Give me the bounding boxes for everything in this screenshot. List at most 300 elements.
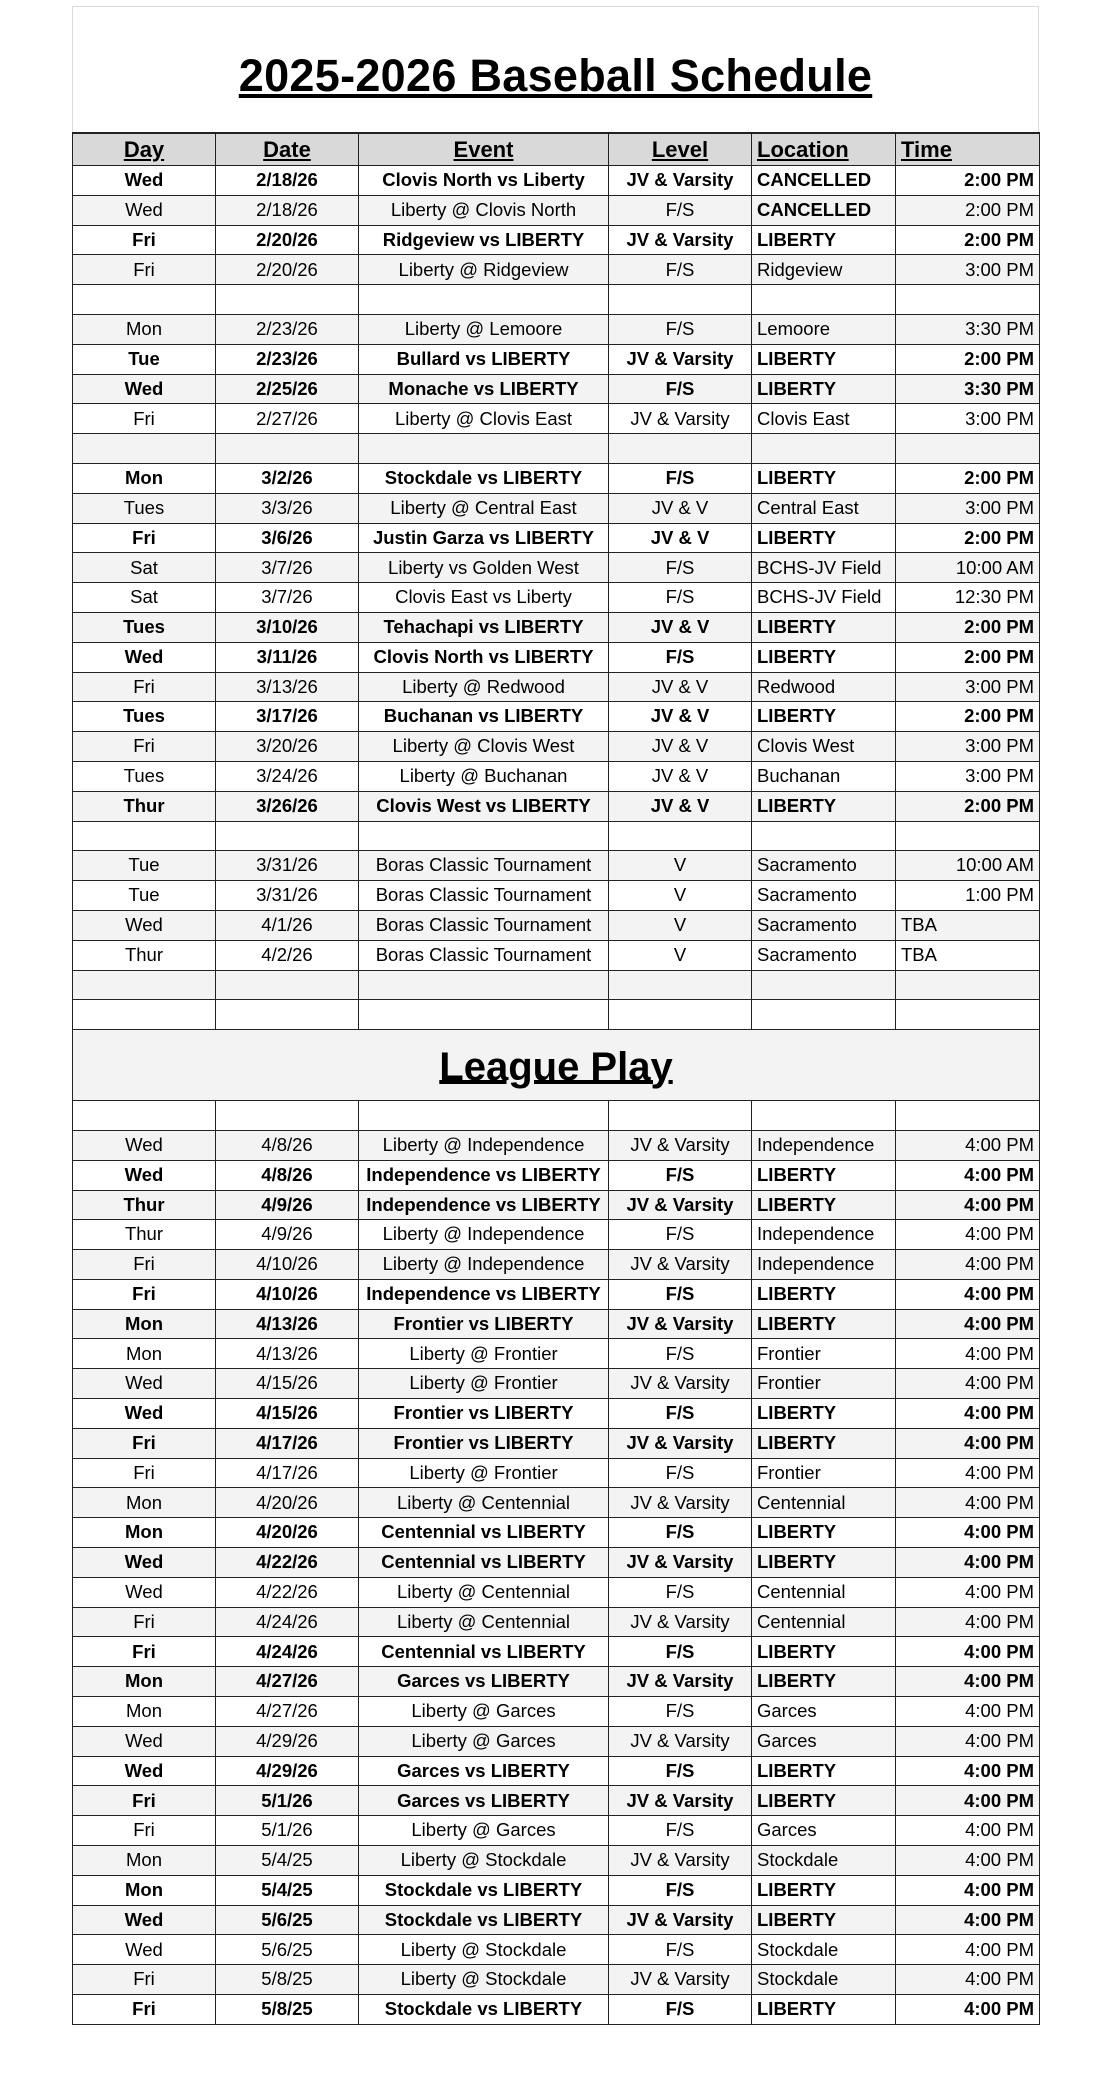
header-event: Event [359,133,609,166]
cell-date: 5/1/26 [216,1786,359,1816]
cell-level: F/S [609,1875,752,1905]
cell-day: Fri [73,404,216,434]
schedule-table [72,132,1040,2025]
cell-location: Independence [752,1250,896,1280]
cell-location: Garces [752,1726,896,1756]
cell-level: F/S [609,1756,752,1786]
table-row [73,1309,1040,1339]
cell-level: JV & Varsity [609,1428,752,1458]
cell-date: 3/7/26 [216,583,359,613]
table-row [73,1697,1040,1727]
cell-event: Clovis West vs LIBERTY [359,791,609,821]
cell-event: Clovis North vs Liberty [359,166,609,196]
schedule-sheet [72,6,1039,2025]
cell-day: Wed [73,1935,216,1965]
cell-time: 4:00 PM [896,1607,1040,1637]
table-row [73,1726,1040,1756]
cell-date: 4/15/26 [216,1399,359,1429]
cell-event: Frontier vs LIBERTY [359,1399,609,1429]
cell-date: 4/20/26 [216,1488,359,1518]
cell-event: Justin Garza vs LIBERTY [359,523,609,553]
cell-event: Liberty @ Stockdale [359,1965,609,1995]
cell-location: LIBERTY [752,642,896,672]
cell-day: Wed [73,374,216,404]
table-row [73,1607,1040,1637]
cell-day: Fri [73,1458,216,1488]
cell-location: LIBERTY [752,1905,896,1935]
cell-location [752,821,896,851]
cell-event: Boras Classic Tournament [359,881,609,911]
cell-day: Fri [73,523,216,553]
cell-event: Tehachapi vs LIBERTY [359,612,609,642]
cell-date: 4/17/26 [216,1458,359,1488]
cell-day: Mon [73,1488,216,1518]
cell-day: Tue [73,344,216,374]
cell-event [359,1000,609,1030]
table-row [73,672,1040,702]
cell-day: Sat [73,583,216,613]
cell-date: 2/20/26 [216,255,359,285]
cell-time: 3:00 PM [896,672,1040,702]
cell-event: Liberty @ Independence [359,1220,609,1250]
cell-event: Liberty @ Clovis North [359,195,609,225]
cell-time: 2:00 PM [896,225,1040,255]
cell-location [752,1000,896,1030]
cell-date: 4/10/26 [216,1279,359,1309]
cell-date: 4/9/26 [216,1190,359,1220]
cell-event [359,285,609,315]
cell-date: 4/27/26 [216,1667,359,1697]
cell-level: F/S [609,1637,752,1667]
table-row [73,940,1040,970]
cell-event: Centennial vs LIBERTY [359,1548,609,1578]
cell-day: Wed [73,1905,216,1935]
cell-day: Fri [73,1279,216,1309]
cell-time: 2:00 PM [896,344,1040,374]
cell-day: Fri [73,672,216,702]
cell-time: 4:00 PM [896,1816,1040,1846]
cell-date: 4/1/26 [216,910,359,940]
cell-event: Stockdale vs LIBERTY [359,1875,609,1905]
cell-day: Fri [73,225,216,255]
cell-date [216,1000,359,1030]
cell-event [359,1101,609,1131]
cell-location: BCHS-JV Field [752,553,896,583]
cell-event: Liberty @ Buchanan [359,761,609,791]
header-location: Location [752,133,896,166]
table-row [73,314,1040,344]
cell-time: 2:00 PM [896,463,1040,493]
table-row [73,1279,1040,1309]
cell-event: Liberty @ Centennial [359,1577,609,1607]
cell-event: Boras Classic Tournament [359,851,609,881]
table-row [73,1458,1040,1488]
cell-day: Wed [73,166,216,196]
cell-location: CANCELLED [752,166,896,196]
cell-level: F/S [609,463,752,493]
cell-level: JV & Varsity [609,1965,752,1995]
table-row [73,1577,1040,1607]
cell-time: 4:00 PM [896,1279,1040,1309]
cell-time: 4:00 PM [896,1190,1040,1220]
cell-time: 4:00 PM [896,1488,1040,1518]
cell-date [216,1101,359,1131]
cell-time: 3:30 PM [896,314,1040,344]
cell-location: LIBERTY [752,344,896,374]
cell-location: LIBERTY [752,1875,896,1905]
cell-event: Liberty @ Centennial [359,1488,609,1518]
cell-date: 3/31/26 [216,851,359,881]
cell-event: Ridgeview vs LIBERTY [359,225,609,255]
cell-event: Liberty @ Frontier [359,1369,609,1399]
cell-event: Liberty @ Lemoore [359,314,609,344]
table-row [73,225,1040,255]
cell-location: LIBERTY [752,1548,896,1578]
cell-day: Tues [73,702,216,732]
table-row [73,612,1040,642]
cell-time: 4:00 PM [896,1846,1040,1876]
cell-location: Clovis East [752,404,896,434]
cell-location: Ridgeview [752,255,896,285]
cell-level [609,285,752,315]
cell-level: F/S [609,1458,752,1488]
cell-event: Garces vs LIBERTY [359,1786,609,1816]
cell-event [359,821,609,851]
cell-date: 5/6/25 [216,1935,359,1965]
cell-time: 2:00 PM [896,702,1040,732]
cell-time: 4:00 PM [896,1905,1040,1935]
cell-location: LIBERTY [752,1995,896,2025]
cell-level: V [609,851,752,881]
cell-location: CANCELLED [752,195,896,225]
cell-day [73,1000,216,1030]
cell-location: LIBERTY [752,374,896,404]
table-row [73,702,1040,732]
cell-event: Stockdale vs LIBERTY [359,463,609,493]
cell-location: LIBERTY [752,791,896,821]
cell-day: Fri [73,1250,216,1280]
cell-level: JV & Varsity [609,1905,752,1935]
cell-time: TBA [896,940,1040,970]
table-row [73,404,1040,434]
cell-location: Central East [752,493,896,523]
table-row [73,1369,1040,1399]
cell-location: LIBERTY [752,1309,896,1339]
cell-date: 3/3/26 [216,493,359,523]
cell-time: 4:00 PM [896,1309,1040,1339]
cell-location: LIBERTY [752,1756,896,1786]
cell-time: 2:00 PM [896,791,1040,821]
cell-time: 4:00 PM [896,1756,1040,1786]
table-row [73,821,1040,851]
cell-level: F/S [609,1339,752,1369]
cell-date: 5/4/25 [216,1846,359,1876]
cell-level: JV & Varsity [609,1369,752,1399]
cell-time [896,1000,1040,1030]
cell-day: Mon [73,1697,216,1727]
cell-day [73,434,216,464]
table-row [73,1101,1040,1131]
cell-location: LIBERTY [752,1518,896,1548]
cell-day: Wed [73,1726,216,1756]
cell-location: Buchanan [752,761,896,791]
cell-time: 4:00 PM [896,1786,1040,1816]
cell-time: 4:00 PM [896,1369,1040,1399]
cell-level: F/S [609,642,752,672]
cell-event [359,434,609,464]
table-row [73,1250,1040,1280]
cell-time: 4:00 PM [896,1399,1040,1429]
cell-time: 4:00 PM [896,1458,1040,1488]
cell-level: F/S [609,255,752,285]
cell-day: Mon [73,1518,216,1548]
cell-location: LIBERTY [752,1667,896,1697]
cell-day: Wed [73,642,216,672]
cell-location: LIBERTY [752,1786,896,1816]
table-row [73,1965,1040,1995]
cell-level: F/S [609,1935,752,1965]
league-schedule [73,1101,1040,2025]
table-row [73,1518,1040,1548]
cell-date: 4/2/26 [216,940,359,970]
cell-day: Fri [73,732,216,762]
cell-level: JV & Varsity [609,1190,752,1220]
cell-time: 3:30 PM [896,374,1040,404]
cell-time: 4:00 PM [896,1577,1040,1607]
cell-location: Sacramento [752,940,896,970]
cell-level: JV & Varsity [609,1130,752,1160]
cell-event: Centennial vs LIBERTY [359,1637,609,1667]
cell-location [752,285,896,315]
cell-date: 4/24/26 [216,1607,359,1637]
cell-time: TBA [896,910,1040,940]
cell-day: Tue [73,851,216,881]
cell-date: 3/31/26 [216,881,359,911]
cell-time: 4:00 PM [896,1667,1040,1697]
cell-date: 4/13/26 [216,1339,359,1369]
table-row [73,970,1040,1000]
table-row [73,285,1040,315]
cell-date: 3/10/26 [216,612,359,642]
cell-day: Mon [73,1875,216,1905]
table-row [73,166,1040,196]
cell-location: Frontier [752,1458,896,1488]
cell-level: F/S [609,1518,752,1548]
cell-date: 5/1/26 [216,1816,359,1846]
cell-time: 4:00 PM [896,1160,1040,1190]
cell-level: JV & Varsity [609,1488,752,1518]
cell-day: Fri [73,255,216,285]
cell-time [896,1101,1040,1131]
cell-level: JV & V [609,702,752,732]
cell-event: Liberty @ Garces [359,1816,609,1846]
cell-level: F/S [609,1279,752,1309]
cell-date: 4/9/26 [216,1220,359,1250]
cell-level [609,1000,752,1030]
cell-level [609,434,752,464]
cell-level: JV & V [609,523,752,553]
table-row [73,910,1040,940]
cell-location: BCHS-JV Field [752,583,896,613]
table-row [73,1995,1040,2025]
cell-date: 4/8/26 [216,1130,359,1160]
cell-location: Frontier [752,1369,896,1399]
cell-event: Buchanan vs LIBERTY [359,702,609,732]
cell-date: 4/17/26 [216,1428,359,1458]
table-row [73,761,1040,791]
cell-location: LIBERTY [752,612,896,642]
cell-day: Tues [73,493,216,523]
cell-event: Stockdale vs LIBERTY [359,1995,609,2025]
cell-date: 3/17/26 [216,702,359,732]
cell-day: Wed [73,1577,216,1607]
cell-date: 3/20/26 [216,732,359,762]
cell-day: Fri [73,1816,216,1846]
cell-time: 2:00 PM [896,612,1040,642]
cell-day: Thur [73,1190,216,1220]
cell-event: Garces vs LIBERTY [359,1756,609,1786]
cell-time: 4:00 PM [896,1518,1040,1548]
cell-time: 3:00 PM [896,255,1040,285]
table-row [73,1548,1040,1578]
table-row [73,1220,1040,1250]
cell-day [73,821,216,851]
cell-event: Monache vs LIBERTY [359,374,609,404]
cell-event: Liberty @ Ridgeview [359,255,609,285]
table-row [73,1428,1040,1458]
cell-day: Mon [73,463,216,493]
league-play-title: League Play [439,1045,673,1090]
cell-location: Independence [752,1130,896,1160]
cell-level [609,1101,752,1131]
cell-event: Liberty @ Frontier [359,1458,609,1488]
cell-location: Garces [752,1816,896,1846]
cell-event: Liberty @ Garces [359,1726,609,1756]
cell-level: JV & Varsity [609,225,752,255]
cell-time: 10:00 AM [896,851,1040,881]
cell-time: 3:00 PM [896,404,1040,434]
cell-location: LIBERTY [752,225,896,255]
cell-event: Frontier vs LIBERTY [359,1309,609,1339]
cell-location: LIBERTY [752,1399,896,1429]
cell-location [752,434,896,464]
cell-time: 3:00 PM [896,732,1040,762]
cell-location: Redwood [752,672,896,702]
cell-day: Wed [73,1399,216,1429]
cell-event: Centennial vs LIBERTY [359,1518,609,1548]
cell-time: 10:00 AM [896,553,1040,583]
cell-time: 4:00 PM [896,1548,1040,1578]
cell-day: Mon [73,1339,216,1369]
header-level: Level [609,133,752,166]
table-header [73,133,1040,166]
header-time: Time [896,133,1040,166]
cell-date: 4/29/26 [216,1756,359,1786]
cell-location: LIBERTY [752,1279,896,1309]
table-row [73,1000,1040,1030]
cell-date: 2/18/26 [216,166,359,196]
cell-location: Clovis West [752,732,896,762]
cell-time: 2:00 PM [896,523,1040,553]
table-row [73,255,1040,285]
table-row [73,553,1040,583]
cell-date: 3/7/26 [216,553,359,583]
cell-date: 4/24/26 [216,1637,359,1667]
table-row [73,1905,1040,1935]
cell-event: Clovis North vs LIBERTY [359,642,609,672]
header-date: Date [216,133,359,166]
cell-level: F/S [609,1577,752,1607]
cell-location: LIBERTY [752,1190,896,1220]
cell-event: Boras Classic Tournament [359,940,609,970]
cell-level [609,970,752,1000]
cell-date: 3/24/26 [216,761,359,791]
cell-day: Wed [73,1160,216,1190]
title-box [72,6,1039,132]
cell-time: 4:00 PM [896,1220,1040,1250]
cell-time: 4:00 PM [896,1130,1040,1160]
cell-date: 3/13/26 [216,672,359,702]
cell-event: Clovis East vs Liberty [359,583,609,613]
cell-level: F/S [609,1399,752,1429]
cell-level: F/S [609,314,752,344]
cell-location: LIBERTY [752,1637,896,1667]
table-row [73,1816,1040,1846]
cell-level: JV & Varsity [609,1607,752,1637]
cell-date: 4/8/26 [216,1160,359,1190]
cell-day: Sat [73,553,216,583]
cell-date: 4/27/26 [216,1697,359,1727]
cell-time: 3:00 PM [896,761,1040,791]
cell-time [896,970,1040,1000]
table-row [73,1339,1040,1369]
cell-time [896,285,1040,315]
cell-day: Wed [73,1756,216,1786]
cell-level: F/S [609,1220,752,1250]
cell-day: Wed [73,195,216,225]
table-row [73,523,1040,553]
table-row [73,463,1040,493]
cell-event: Liberty @ Garces [359,1697,609,1727]
cell-day: Mon [73,1309,216,1339]
league-play-heading [73,1030,1040,1101]
cell-date: 4/13/26 [216,1309,359,1339]
cell-location: LIBERTY [752,463,896,493]
cell-time: 3:00 PM [896,493,1040,523]
cell-event: Bullard vs LIBERTY [359,344,609,374]
cell-date: 5/4/25 [216,1875,359,1905]
table-row [73,1846,1040,1876]
cell-level: JV & Varsity [609,166,752,196]
cell-level: F/S [609,553,752,583]
cell-day [73,1101,216,1131]
cell-location: Lemoore [752,314,896,344]
cell-day: Tue [73,881,216,911]
cell-level: F/S [609,374,752,404]
cell-date: 5/8/25 [216,1995,359,2025]
cell-level: F/S [609,195,752,225]
cell-level: JV & Varsity [609,1726,752,1756]
cell-location: Garces [752,1697,896,1727]
cell-level: JV & Varsity [609,344,752,374]
cell-location: Sacramento [752,910,896,940]
cell-location: Centennial [752,1577,896,1607]
cell-time: 4:00 PM [896,1637,1040,1667]
cell-event: Liberty @ Centennial [359,1607,609,1637]
cell-date: 4/20/26 [216,1518,359,1548]
cell-event: Liberty @ Independence [359,1250,609,1280]
cell-event: Liberty vs Golden West [359,553,609,583]
